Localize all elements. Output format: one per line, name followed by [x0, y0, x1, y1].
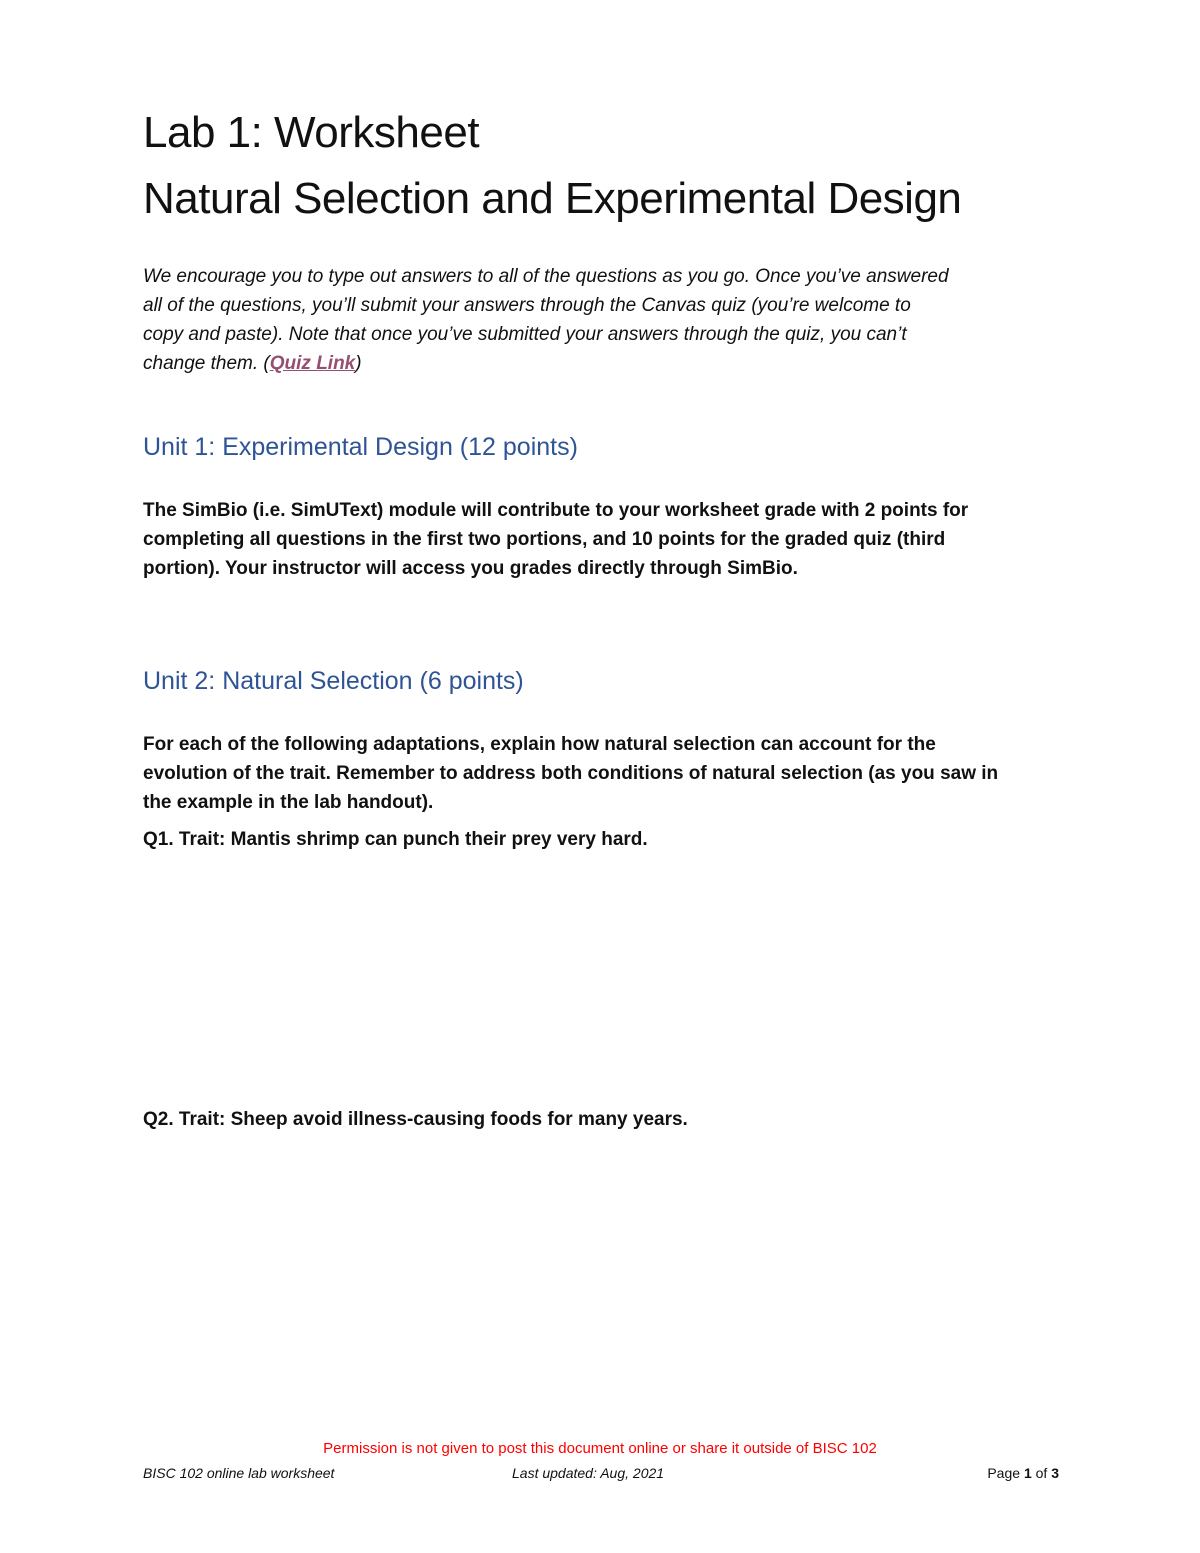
paragraph-line: The SimBio (i.e. SimUText) module will contribute to your worksheet grade with 2 points for — [143, 500, 969, 521]
footer-last-updated: Last updated: Aug, 2021 — [512, 1465, 665, 1481]
question-1: Q1. Trait: Mantis shrimp can punch their prey very hard. — [143, 829, 648, 850]
page-current: 1 — [1023, 1465, 1032, 1481]
paragraph-line: portion). Your instructor will access you grades directly through SimBio. — [143, 558, 798, 579]
unit-1-paragraph — [143, 496, 1073, 583]
paragraph-line — [143, 759, 1073, 788]
paragraph-line: For each of the following adaptations, explain how natural selection can account for the — [143, 734, 936, 755]
intro-line: copy and paste). Note that once you’ve submitted your answers through the quiz, you can’t — [143, 324, 907, 345]
unit-1-heading: Unit 1: Experimental Design (12 points) — [143, 433, 578, 461]
document-title-line-2: Natural Selection and Experimental Design — [143, 174, 962, 223]
paragraph-line: completing all questions in the first two portions, and 10 points for the graded quiz (third — [143, 529, 946, 550]
page-of: of — [1035, 1465, 1048, 1481]
unit-2-paragraph — [143, 730, 1073, 817]
intro-line-suffix: ) — [355, 353, 362, 374]
paragraph-line-prefix: evolution of the trait. Remember to address — [143, 763, 542, 784]
page-label: Page — [987, 1465, 1021, 1481]
intro-line: all of the questions, you’ll submit your answers through the Canvas quiz (you’re welcome to — [143, 295, 911, 316]
intro-line: We encourage you to type out answers to all of the questions as you go. Once you’ve answered — [143, 266, 949, 287]
intro-line-prefix: change them. ( — [143, 353, 270, 374]
page-total: 3 — [1051, 1465, 1059, 1481]
paragraph-line-suffix: conditions of natural selection (as you saw in — [582, 763, 999, 784]
question-2: Q2. Trait: Sheep avoid illness-causing foods for many years. — [143, 1109, 688, 1130]
intro-paragraph — [143, 262, 1063, 378]
footer-page-number — [987, 1465, 1059, 1481]
permission-notice: Permission is not given to post this document online or share it outside of BISC 102 — [323, 1440, 877, 1457]
emphasis-both: both — [541, 763, 583, 784]
unit-2-heading: Unit 2: Natural Selection (6 points) — [143, 667, 524, 695]
intro-line-last — [143, 349, 1063, 378]
quiz-link[interactable]: Quiz Link — [269, 353, 356, 374]
footer-course-label: BISC 102 online lab worksheet — [143, 1465, 335, 1481]
document-title-line-1: Lab 1: Worksheet — [143, 108, 480, 157]
paragraph-line: the example in the lab handout). — [143, 792, 434, 813]
